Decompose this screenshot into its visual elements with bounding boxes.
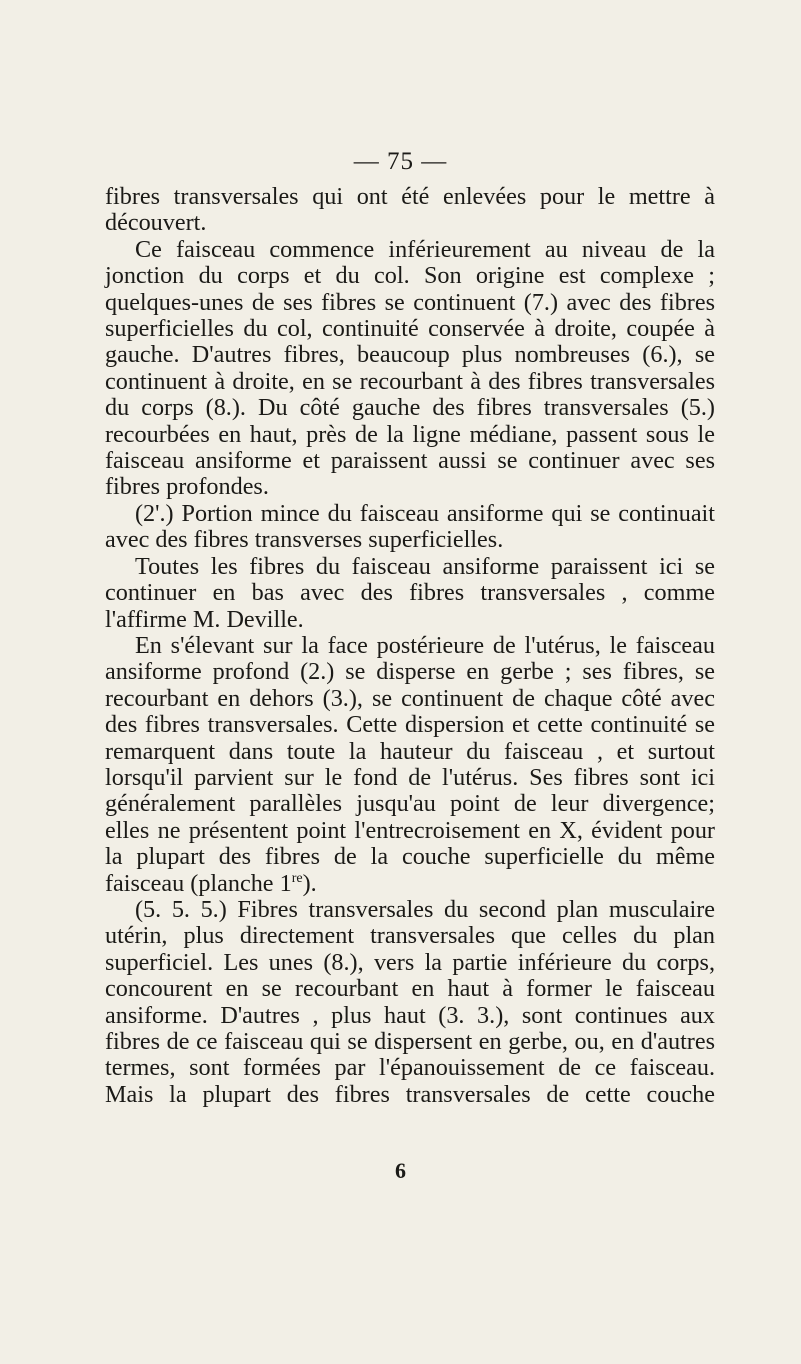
paragraph-5-end: ). (302, 869, 317, 897)
paragraph-3: (2'.) Portion mince du faisceau ansiforme qui se continuait avec des fibres transverses superficielles. (105, 499, 715, 554)
paragraph-4: Toutes les fibres du faisceau ansiforme paraissent ici se continuer en bas avec des fibres transversales , comme l'affirme M. Deville. (105, 552, 715, 633)
signature-mark: 6 (395, 1158, 406, 1183)
planche-superscript: re (291, 870, 303, 886)
paragraph-1: fibres transversales qui ont été enlevées pour le mettre à découvert. (105, 183, 715, 237)
paragraph-6: (5. 5. 5.) Fibres transversales du second plan musculaire utérin, plus directement transversales que celles du plan superficiel. Les unes (8.), vers la partie inférieure du corps, concourent en se recourbant en haut à former le faisceau ansiforme. D'autres , plus haut (3. 3.), sont continues aux fibres de ce faisceau qui se dispersent en gerbe, ou, en d'autres termes, sont formées par l'épanouissement de ce faisceau. Mais la plupart des fibres transversales de cette couche (105, 895, 715, 1108)
paragraph-2: Ce faisceau commence inférieurement au niveau de la jonction du corps et du col. Son origine est complexe ; quelques-unes de ses fibres se continuent (7.) avec des fibres superficielles du col, continuité conservée à droite, coupée à gauche. D'autres fibres, beaucoup plus nombreuses (6.), se continuent à droite, en se recourbant à des fibres transversales du corps (8.). Du côté gauche des fibres transversales (5.) recourbées en haut, près de la ligne médiane, passent sous le faisceau ansiforme et paraissent aussi se continuer avec ses fibres profondes. (105, 235, 715, 501)
paragraph-5-text: En s'élevant sur la face postérieure de l'utérus, le faisceau ansiforme profond (2.) se disperse en gerbe ; ses fibres, se recourbant en dehors (3.), se continuent de chaque côté avec des fibres transversales. Cette dispersion et cette continuité se remarquent dans toute la hauteur du faisceau , et surtout lorsqu'il parvient sur le fond de l'utérus. Ses fibres sont ici généralement parallèles jusqu'au point de leur divergence; elles ne présentent point l'entrecroisement en X, évident pour la plupart des fibres de la couche superficielle du même faisceau (planche 1 (105, 631, 715, 897)
paragraph-5 (105, 633, 715, 897)
body-text (105, 184, 715, 1108)
page-number: — 75 — (353, 148, 448, 175)
